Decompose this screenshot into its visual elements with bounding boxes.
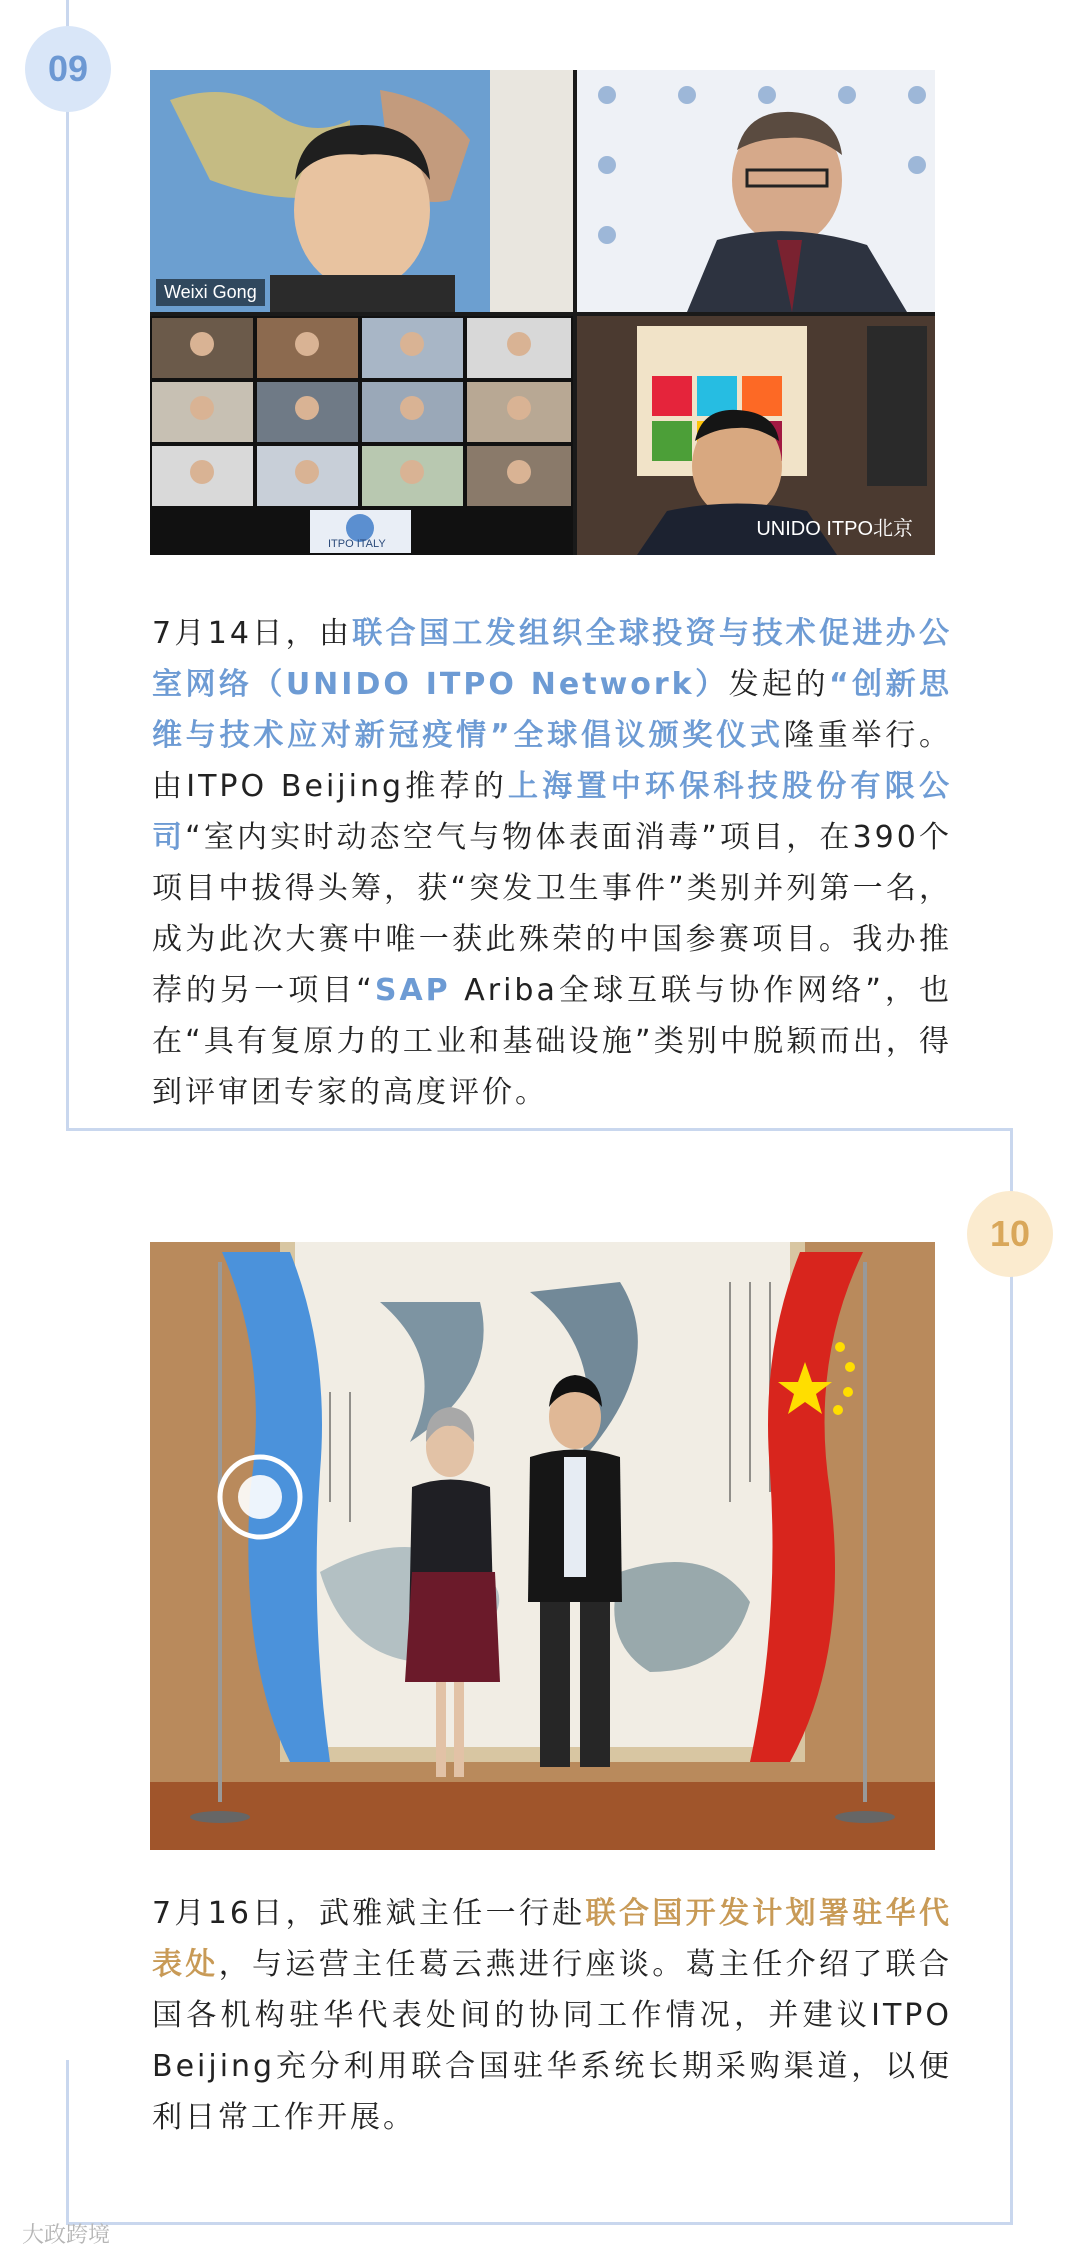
section-number-badge: 09 [25, 26, 111, 112]
highlight-network-name: 联合国工发组织全球投资与技术促进办公室网络（UNIDO ITPO Network） [152, 616, 952, 702]
person-illustration [577, 70, 935, 312]
text-run: “室内实时动态空气与物体表面消毒”项目，在390个项目中拔得头筹，获“突发卫生事件”类别并列第一名，成为此次大赛中唯一获此殊荣的中国参赛项目。我办推荐的另一项目“ [152, 820, 952, 1008]
text-run: 隆重举行。由ITPO Beijing推荐的 [152, 718, 953, 804]
frame-left-bottom [66, 2060, 69, 2225]
frame-left-top [66, 0, 69, 1130]
section-number-badge: 10 [967, 1191, 1053, 1277]
highlight-ceremony-name: “创新思维与技术应对新冠疫情”全球倡议颁奖仪式 [152, 667, 953, 753]
participant-grid [150, 316, 573, 555]
flags-and-painting-scene [150, 1242, 935, 1850]
text-run: ，与运营主任葛云燕进行座谈。葛主任介绍了联合国各机构驻华代表处间的协同工作情况，并建议ITPO Beijing充分利用联合国驻华系统长期采购渠道，以便利日常工作开展。 [152, 1947, 953, 2135]
wechat-watermark: UNIDO ITPO北京 [756, 518, 913, 540]
speaker-tile-map [150, 70, 573, 312]
speaker-tile-sdg [577, 316, 935, 555]
footer-watermark: 大政跨境 [22, 2222, 111, 2247]
frame-right [1010, 1128, 1013, 2224]
highlight-sap: SAP [374, 973, 451, 1008]
text-run: 7月16日，武雅斌主任一行赴 [152, 1896, 586, 1931]
frame-middle-horizontal [66, 1128, 1013, 1131]
text-run: 7月14日，由 [152, 616, 353, 651]
gallery-grid-tile [150, 316, 573, 555]
section-09-paragraph [152, 608, 952, 1118]
itpo-italy-label: ITPO ITALY [328, 538, 386, 550]
frame-bottom [66, 2222, 1013, 2225]
section-10-paragraph [152, 1888, 952, 2143]
speaker-tile-un-backdrop [577, 70, 935, 312]
participant-name-tag: Weixi Gong [156, 279, 265, 306]
text-run: Ariba全球互联与协作网络”，也在“具有复原力的工业和基础设施”类别中脱颖而出，得到评审团专家的高度评价。 [152, 973, 952, 1110]
person-illustration [150, 70, 573, 312]
highlight-company-name: 上海置中环保科技股份有限公司 [152, 769, 953, 855]
video-conference-photo [150, 70, 935, 555]
meeting-photo [150, 1242, 935, 1850]
text-run: 发起的 [728, 667, 829, 702]
highlight-undp-office: 联合国开发计划署驻华代表处 [152, 1896, 953, 1982]
